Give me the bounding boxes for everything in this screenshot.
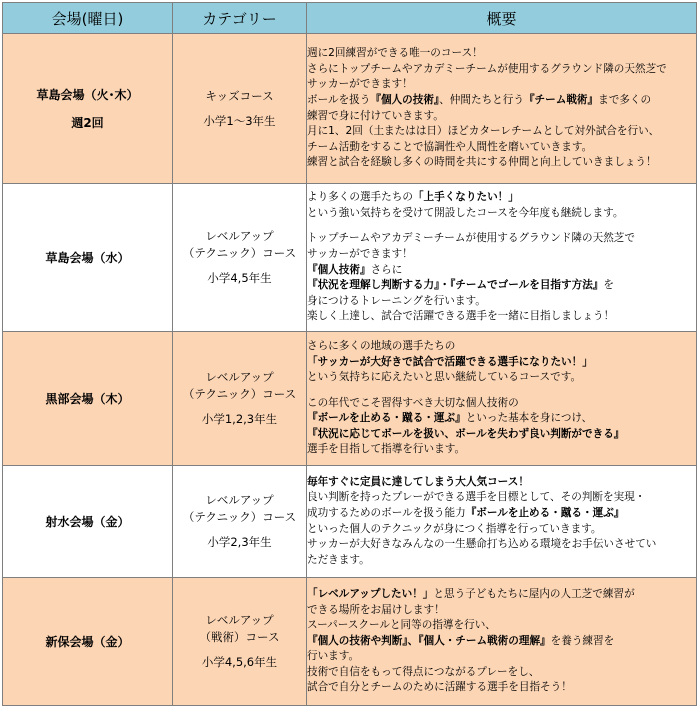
header-venue: 会場(曜日) — [3, 3, 173, 34]
overview-emphasis: 「上手くなりたい！」 — [412, 191, 519, 204]
overview-line: 身につけるトレーニングを行います。 — [307, 294, 486, 307]
venue-frequency: 週2回 — [71, 115, 104, 130]
table-row — [3, 466, 697, 578]
venue-name: 新保会場（金） — [45, 634, 130, 649]
overview-line: 楽しく上達し、試合で活躍できる選手を一緒に目指しましょう！ — [307, 310, 615, 323]
overview-text: ボールを扱う — [307, 93, 371, 106]
category-name: レベルアップ — [205, 370, 274, 384]
overview-line: スーパースクールと同等の指導を行い、 — [307, 619, 496, 632]
overview-text: といった基本を身につけ、 — [465, 412, 593, 425]
venue-cell — [3, 184, 173, 332]
overview-text: 、仲間たちと行う — [439, 93, 524, 106]
overview-line — [307, 475, 696, 491]
header-overview: 概要 — [307, 3, 697, 34]
category-name: キッズコース — [205, 88, 274, 103]
course-schedule-table — [2, 2, 697, 706]
overview-emphasis: 『状況を理解し判断する力』・『チームでゴールを目指す方法』 — [307, 279, 604, 292]
overview-line: チーム活動をすることで協調性や人間性を磨いていきます。 — [307, 140, 593, 153]
overview-line — [307, 506, 696, 522]
overview-line: 行います。 — [307, 650, 360, 663]
overview-line: ただきます。 — [307, 553, 370, 566]
overview-line: 月に1、2回（土またはは日）ほどカターレチームとして対外試合を行い、 — [307, 125, 660, 138]
overview-cell — [307, 184, 697, 332]
overview-line — [307, 263, 696, 279]
venue-cell — [3, 332, 173, 466]
header-row — [3, 3, 697, 34]
grade-range: 小学4,5年生 — [207, 271, 272, 285]
overview-line: サッカーができます！ — [307, 247, 413, 260]
overview-emphasis: 『ボールを止める・蹴る・運ぶ』 — [465, 506, 625, 519]
overview-line: できる場所をお届けします！ — [307, 603, 445, 616]
overview-emphasis: 『個人の技術や判断』、『個人・チーム戦術の理解』 — [307, 634, 551, 647]
overview-line: 練習と試合を経験し多くの時間を共にする仲間と向上していきましょう！ — [307, 156, 657, 169]
venue-cell — [3, 466, 173, 578]
category-cell — [173, 578, 307, 706]
overview-cell — [307, 578, 697, 706]
overview-emphasis: 『ボールを止める・蹴る・運ぶ』 — [307, 412, 466, 425]
overview-cell — [307, 34, 697, 184]
venue-name: 草島会場（火･木） — [36, 87, 139, 102]
overview-cell — [307, 332, 697, 466]
overview-emphasis: 『状況に応じてボールを扱い、ボールを失わず良い判断ができる』 — [307, 427, 625, 440]
overview-emphasis: 「サッカーが大好きで試合で活躍できる選手になりたい！」 — [307, 355, 593, 368]
table-row — [3, 184, 697, 332]
overview-line: といった個人のテクニックが身につく指導を行っていきます。 — [307, 522, 602, 535]
overview-line: という気持ちに応えたいと思い継続しているコースです。 — [307, 371, 582, 384]
overview-line — [307, 634, 696, 650]
venue-name: 黒部会場（木） — [45, 391, 130, 406]
header-category: カテゴリー — [173, 3, 307, 34]
overview-line — [307, 427, 696, 443]
category-subtitle: （戦術）コース — [199, 630, 280, 644]
overview-line: という強い気持ちを受けて開設したコースを今年度も継続します。 — [307, 206, 624, 219]
overview-line: 週に2回練習ができる唯一のコース！ — [307, 47, 483, 60]
overview-line — [307, 93, 696, 109]
overview-text: さらに — [370, 263, 403, 276]
overview-line: サッカーができます！ — [307, 78, 413, 91]
overview-text: を — [603, 279, 614, 292]
category-cell — [173, 184, 307, 332]
overview-emphasis: 毎年すぐに定員に達してしまう大人気コース！ — [307, 475, 529, 488]
overview-line: サッカーが大好きなみんなの一生懸命打ち込める環境をお手伝いさせてい — [307, 538, 657, 551]
overview-line — [307, 411, 696, 427]
table-row — [3, 578, 697, 706]
venue-name: 射水会場（金） — [45, 514, 130, 529]
overview-line — [307, 278, 696, 294]
grade-range: 小学1,2,3年生 — [201, 412, 278, 426]
overview-line — [307, 190, 696, 206]
table-row — [3, 34, 697, 184]
overview-line: 技術で自信をもって得点につながるプレーをし、 — [307, 665, 540, 678]
overview-line: トップチームやアカデミーチームが使用するグラウンド隣の天然芝で — [307, 232, 635, 245]
overview-emphasis: 『個人の技術』 — [370, 93, 440, 106]
category-name: レベルアップ — [205, 229, 274, 243]
table-row — [3, 332, 697, 466]
category-subtitle: （テクニック）コース — [182, 387, 297, 401]
category-cell — [173, 332, 307, 466]
venue-name: 草島会場（水） — [45, 250, 130, 265]
overview-line — [307, 355, 696, 371]
overview-line: 練習で身に付けていきます。 — [307, 109, 444, 122]
overview-emphasis: 「レベルアップしたい！」 — [307, 587, 434, 600]
overview-emphasis: 『個人技術』 — [307, 263, 371, 276]
overview-emphasis: 『チーム戦術』 — [523, 93, 599, 106]
overview-line: さらにトップチームやアカデミーチームが使用するグラウンド隣の天然芝で — [307, 62, 667, 75]
venue-cell — [3, 578, 173, 706]
overview-text: まで多くの — [598, 93, 652, 106]
overview-text: を養う練習を — [550, 634, 615, 647]
category-name: レベルアップ — [205, 613, 274, 627]
overview-text: より多くの選手たちの — [307, 191, 413, 204]
grade-range: 小学2,3年生 — [207, 535, 272, 549]
category-cell — [173, 466, 307, 578]
overview-text: と思う子どもたちに屋内の人工芝で練習が — [433, 587, 635, 600]
category-subtitle: （テクニック）コース — [182, 246, 297, 260]
grade-range: 小学4,5,6年生 — [201, 655, 278, 669]
overview-line: 選手を目指して指導を行います。 — [307, 443, 466, 456]
category-name: レベルアップ — [205, 493, 274, 507]
overview-line: この年代でこそ習得すべき大切な個人技術の — [307, 396, 519, 409]
overview-line: 良い判断を持ったプレーができる選手を目標として、その判断を実現・ — [307, 491, 646, 504]
overview-text: 成功するためのボールを扱う能力 — [307, 506, 466, 519]
venue-cell — [3, 34, 173, 184]
overview-line: さらに多くの地域の選手たちの — [307, 339, 456, 352]
grade-range: 小学1～3年生 — [203, 113, 276, 128]
overview-line: 試合で自分とチームのために活躍する選手を目指そう！ — [307, 681, 572, 694]
category-cell — [173, 34, 307, 184]
category-subtitle: （テクニック）コース — [182, 510, 297, 524]
overview-cell — [307, 466, 697, 578]
overview-line — [307, 587, 696, 603]
